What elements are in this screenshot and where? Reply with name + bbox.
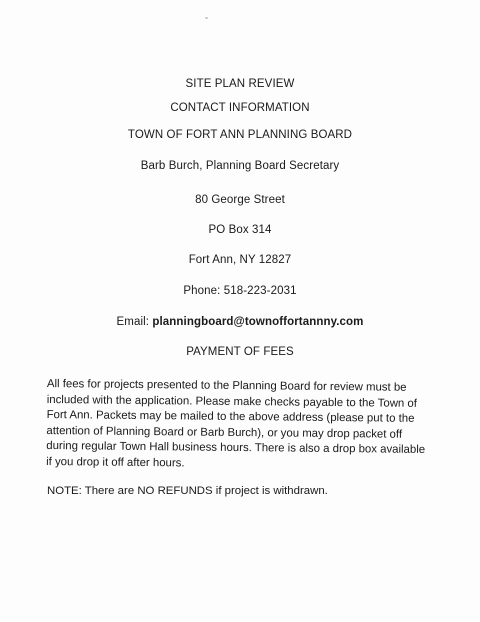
street-address: 80 George Street [195,194,285,206]
organization-name: TOWN OF FORT ANN PLANNING BOARD [127,129,353,141]
phone-number: Phone: 518-223-2031 [183,285,297,297]
fees-paragraph: All fees for projects presented to the Planning Board for review must be included with the application. Please make checks payable to the Town of Fort Ann. Packets may be mailed to the above address (please put to the attention of Planning Board or Barb Burch), or you may drop packet off during regular Town Hall business hours. There is also a drop box available if you drop it off after hours. [46,377,426,469]
fees-section-heading: PAYMENT OF FEES [186,346,294,358]
document-title: SITE PLAN REVIEW [185,78,295,90]
email-label: Email: [116,316,153,328]
city-state-zip: Fort Ann, NY 12827 [188,254,292,266]
po-box: PO Box 314 [208,224,272,236]
scan-speck [205,17,208,19]
contact-section-heading: CONTACT INFORMATION [170,102,310,114]
email-address: planningboard@townoffortannny.com [152,316,364,328]
contact-name: Barb Burch, Planning Board Secretary [140,160,340,172]
email-line [0,315,480,329]
refund-note: NOTE: There are NO REFUNDS if project is withdrawn. [47,485,328,497]
